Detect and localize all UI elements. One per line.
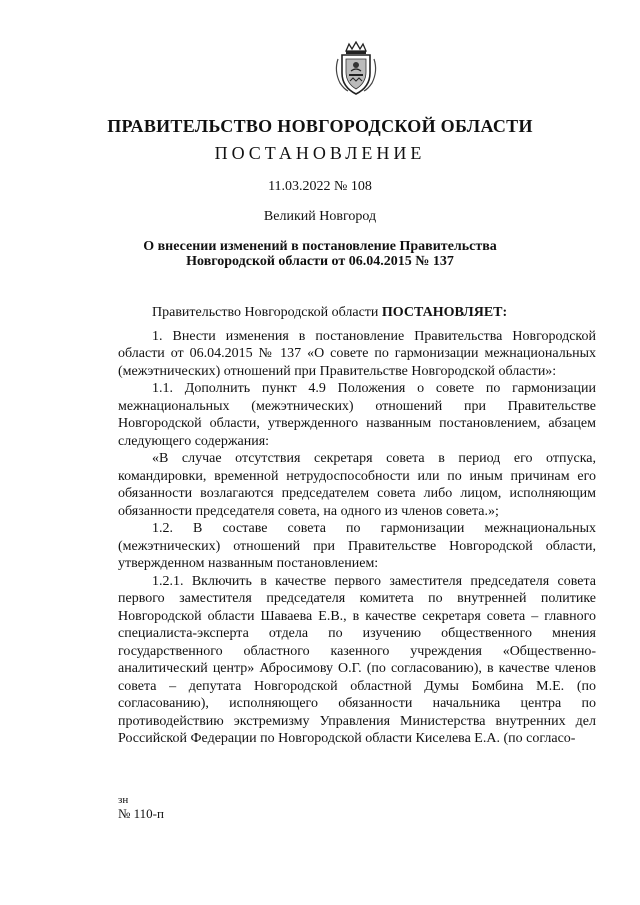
footer-number: № 110-п — [118, 806, 164, 821]
paragraph-1-1: 1.1. Дополнить пункт 4.9 Положения о совете по гармонизации межнациональных (межэтнических) отношений при Правительстве Новгородской области, утвержденного названным постановлением, абзацем следующего содержания: — [118, 381, 596, 449]
coat-of-arms-icon — [332, 41, 380, 97]
paragraph-1-2-1: 1.2.1. Включить в качестве первого заместителя председателя совета первого заместителя председателя комитета по внутренней политике Новгородской области Шаваева Е.В., в качестве секретаря совета – главного специалиста-эксперта отдела по изучению общественного мнения государственного областного казенного учреждения «Общественно-аналитический центр» Абросимову О.Г. (по согласованию), в качестве членов совета – депутата Новгородской областной Думы Бомбина М.Е. (по согласованию), исполняющего обязанности начальника центра по противодействию экстремизму Управления Министерства внутренних дел Российской Федерации по Новгородской области Киселева Е.А. (по согласо- — [118, 573, 596, 746]
resolution-lead — [118, 304, 596, 322]
date-number: 11.03.2022 № 108 — [268, 179, 372, 194]
quoted-paragraph: «В случае отсутствия секретаря совета в период его отпуска, командировки, временной нетрудоспособности или по иным причинам его обязанности возлагаются председателем совета либо лицом, исполняющим обязанности председателя совета, на одного из членов совета.»; — [118, 451, 596, 519]
lead-text: Правительство Новгородской области — [152, 305, 382, 320]
paragraph-1: 1. Внести изменения в постановление Правительства Новгородской области от 06.04.2015 № 137 «О совете по гармонизации межнациональных (межэтнических) отношений при Правительстве Новгородской области»: — [118, 328, 596, 379]
subject-line-1: О внесении изменений в постановление Правительства — [143, 239, 497, 254]
subject-line-2: Новгородской области от 06.04.2015 № 137 — [186, 254, 454, 269]
document-type: ПОСТАНОВЛЕНИЕ — [214, 143, 426, 163]
lead-keyword: ПОСТАНОВЛЯЕТ: — [381, 305, 508, 320]
government-title: ПРАВИТЕЛЬСТВО НОВГОРОДСКОЙ ОБЛАСТИ — [107, 116, 533, 136]
footer-code: зн — [118, 794, 129, 806]
paragraph-1-2: 1.2. В составе совета по гармонизации межнациональных (межэтнических) отношений при Правительстве Новгородской области, утвержденном названным постановлением: — [118, 521, 596, 571]
document-body — [118, 304, 596, 748]
document-subject — [0, 239, 640, 269]
city: Великий Новгород — [263, 209, 377, 224]
